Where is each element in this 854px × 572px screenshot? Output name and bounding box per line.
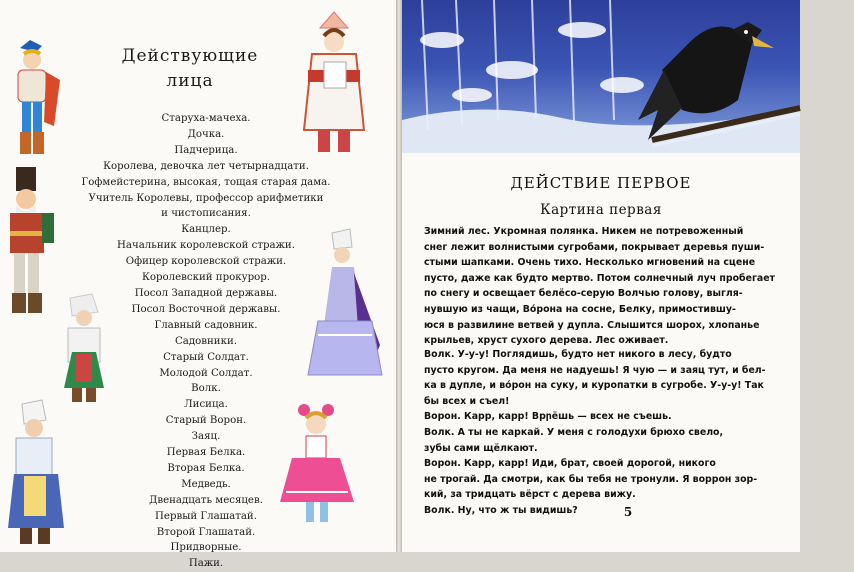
character-entry: Посол Западной державы. [134,287,278,299]
stage-direction-line: стыми шапками. Очень тихо. Несколько мгновений на сцене [424,257,756,269]
dialogue-line: Волк. Ну, что ж ты видишь? [424,504,578,516]
dialogue-line: ка в дупле, и во́рон на суку, и куропатки в сугробе. У-у-у! Так [424,380,764,392]
cast-title [110,44,270,94]
act-title: ДЕЙСТВИЕ ПЕРВОЕ [510,174,692,192]
character-entry: Медведь. [181,478,231,490]
dialogue-line: пусто кругом. Да меня не надуешь! Я чую — и заяц тут, и бел- [424,364,766,376]
character-entry: Садовники. [175,335,237,347]
boy-illustration [2,30,64,162]
character-entry: Первый Глашатай. [155,510,257,522]
character-entry: и чистописания. [161,208,251,220]
character-entry: Падчерица. [174,144,238,156]
winter-forest-illustration [402,0,800,153]
dialogue-line: не трогай. Да смотри, как бы тебя не тронули. Я воррон зор- [424,473,758,485]
stage-direction-line: крыльев, хруст сухого дерева. Лес оживает. [424,335,669,347]
cast-title-line2: лица [166,71,214,91]
page-number: 5 [623,505,633,519]
right-page [402,0,800,552]
character-entry: Начальник королевской стражи. [117,240,295,252]
queen-illustration [298,10,370,160]
character-entry: Старуха-мачеха. [161,113,251,124]
dialogue-line: Волк. А ты не каркай. У меня с голодухи брюхо свело, [424,426,724,438]
dialogue-line: бы всех и съел! [424,395,510,407]
character-entry: Офицер королевской стражи. [125,256,287,268]
character-entry: Волк. [191,383,221,395]
stage-direction-line: по снегу и освещает белёсо-серую Волчью голову, выгля- [424,288,743,300]
stage-direction-line: снег лежит волнистыми сугробами, покрывает деревья пуши- [424,241,765,253]
left-page [0,0,396,570]
character-entry: Старый Солдат. [163,351,249,363]
character-entry: Вторая Белка. [167,462,245,474]
character-entry: Дочка. [187,128,225,140]
stage-direction-line: Зимний лес. Укромная полянка. Никем не потревоженный [424,226,744,237]
character-entry: Первая Белка. [166,447,246,459]
character-entry: Пажи. [188,558,224,570]
daughter-illustration [278,400,360,530]
character-entry: Придворные. [170,542,242,554]
character-entry: Гофмейстерина, высокая, тощая старая дама. [81,176,331,188]
character-entry: Учитель Королевы, профессор арифметики [88,192,324,204]
character-entry: Главный садовник. [154,319,258,331]
character-entry: Двенадцать месяцев. [149,494,263,506]
dialogue-line: зубы сами щёлкают. [424,442,538,454]
girl-apron-illustration [52,292,114,407]
character-entry: Старый Ворон. [165,415,247,427]
character-entry: Канцлер. [181,224,231,236]
cast-title-line1: Действующие [121,46,259,66]
dialogue-line: Ворон. Карр, карр! Иди, брат, своей дорогой, никого [424,458,716,470]
character-entry: Заяц. [191,431,221,443]
stage-direction [424,224,808,349]
dialogue [424,347,808,519]
lady-illustration [302,225,384,390]
forest-crow-scene [402,0,800,153]
character-entry: Лисица. [184,399,228,411]
dialogue-line: Ворон. Карр, карр! Врրёшь — всех не съешь. [424,411,672,423]
stage-direction-line: пусто, даже как будто мертво. Потом солнечный луч пробегает [424,272,775,284]
character-entry: Посол Восточной державы. [131,303,281,315]
dialogue-line: Волк. У-у-у! Поглядишь, будто нет никого в лесу, будто [424,349,732,360]
character-entry: Королевский прокурор. [141,272,271,284]
stage-direction-line: нувшую из чащи, Во́рона на сосне, Белку, примостившу- [424,303,736,315]
character-entry: Второй Глашатай. [156,526,256,538]
dialogue-line: кий, за тридцать вёрст с дерева вижу. [424,489,636,501]
character-entry: Королева, девочка лет четырнадцати. [103,160,309,172]
stage-direction-line: юся в развилине ветвей у дупла. Слышится шорох, хлопанье [424,319,760,331]
stepdaughter-illustration [2,398,70,548]
character-entry: Молодой Солдат. [159,367,253,379]
scene-title: Картина первая [540,202,662,218]
